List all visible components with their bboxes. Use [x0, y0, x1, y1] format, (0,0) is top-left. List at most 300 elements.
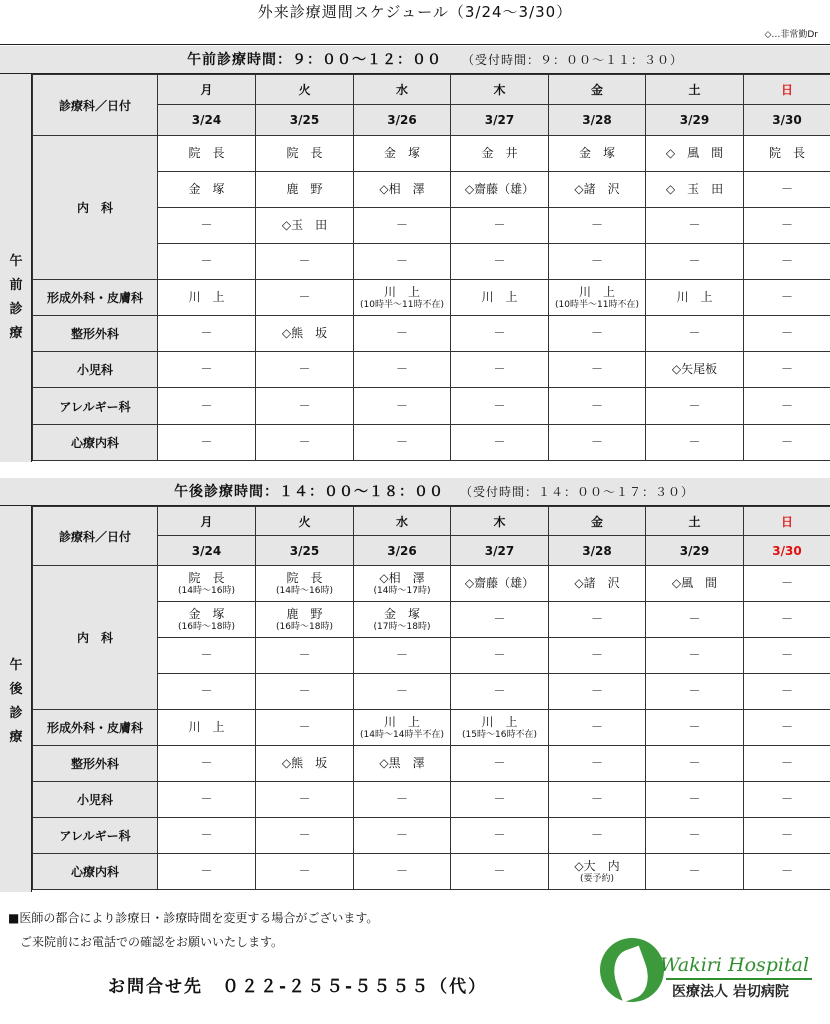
doctor-name: 川 上	[578, 284, 615, 299]
schedule-cell	[646, 854, 744, 890]
schedule-cell	[744, 566, 830, 602]
doctor-name: 金 塚	[578, 146, 615, 160]
schedule-cell	[354, 425, 451, 461]
schedule-cell	[158, 316, 256, 352]
schedule-cell	[744, 638, 830, 674]
am-reception-hours: （受付時間：９：００～１１：３０）	[462, 53, 684, 67]
schedule-cell	[256, 674, 354, 710]
schedule-cell	[646, 172, 744, 208]
doctor-name: －	[780, 756, 793, 770]
schedule-cell	[646, 388, 744, 425]
doctor-name: －	[298, 290, 311, 304]
schedule-cell	[354, 710, 451, 746]
doctor-name: －	[298, 648, 311, 662]
doctor-name: 金 塚	[188, 182, 225, 196]
schedule-cell	[256, 638, 354, 674]
schedule-cell	[646, 136, 744, 172]
doctor-name: －	[298, 362, 311, 376]
schedule-cell	[354, 244, 451, 280]
dept-label: 小児科	[33, 782, 158, 818]
schedule-cell	[354, 566, 451, 602]
doctor-name: ◇ 玉 田	[665, 182, 724, 196]
schedule-cell	[354, 854, 451, 890]
doctor-name: －	[780, 326, 793, 340]
doctor-name: 川 上	[383, 714, 420, 729]
doctor-name: －	[780, 182, 793, 196]
dept-label: 整形外科	[33, 746, 158, 782]
doctor-name: －	[590, 218, 603, 232]
doctor-name: －	[780, 435, 793, 449]
date-header: 3/29	[646, 536, 744, 566]
date-header: 3/28	[549, 105, 646, 136]
day-header: 水	[354, 507, 451, 536]
logo-jp-name: 医療法人 岩切病院	[672, 984, 789, 1000]
schedule-cell	[744, 352, 830, 388]
schedule-cell	[646, 710, 744, 746]
doctor-name: 金 塚	[383, 146, 420, 160]
schedule-cell	[256, 602, 354, 638]
schedule-cell	[354, 316, 451, 352]
dept-row	[33, 425, 830, 461]
day-header: 土	[646, 75, 744, 105]
schedule-cell	[158, 566, 256, 602]
doctor-name: 川 上	[481, 290, 518, 304]
doctor-name: ◇相 澤	[379, 182, 425, 196]
doctor-name: －	[688, 828, 701, 842]
am-side-char: 診	[9, 302, 23, 317]
schedule-cell	[158, 425, 256, 461]
schedule-cell	[549, 280, 646, 316]
schedule-cell	[451, 388, 549, 425]
doctor-name: －	[780, 362, 793, 376]
schedule-cell	[549, 638, 646, 674]
doctor-name: －	[200, 435, 213, 449]
am-side-char: 午	[9, 254, 23, 269]
am-side-char: 療	[9, 326, 23, 341]
day-header-row	[33, 75, 830, 105]
leaf-logo-icon	[600, 938, 664, 1002]
schedule-cell	[646, 352, 744, 388]
doctor-name: －	[590, 684, 603, 698]
schedule-cell	[646, 244, 744, 280]
schedule-cell	[256, 710, 354, 746]
logo-name: Wakiri Hospital	[660, 954, 810, 976]
doctor-name: －	[780, 398, 793, 413]
pm-heading-bar	[0, 478, 830, 506]
naika-row	[33, 566, 830, 602]
schedule-cell	[744, 674, 830, 710]
schedule-cell	[158, 352, 256, 388]
doctor-name: －	[780, 828, 793, 842]
schedule-cell	[451, 208, 549, 244]
doctor-name: ◇齋藤（雄）	[464, 576, 535, 590]
schedule-cell	[744, 280, 830, 316]
schedule-cell	[646, 746, 744, 782]
schedule-cell	[646, 818, 744, 854]
day-header: 水	[354, 75, 451, 105]
schedule-cell	[451, 280, 549, 316]
schedule-cell	[354, 352, 451, 388]
schedule-cell	[256, 782, 354, 818]
schedule-cell	[549, 746, 646, 782]
schedule-cell	[744, 425, 830, 461]
doctor-name: －	[590, 612, 603, 626]
doctor-name: 川 上	[676, 290, 713, 304]
doctor-name: －	[493, 218, 506, 232]
doctor-name: －	[200, 684, 213, 698]
doctor-name: －	[493, 612, 506, 626]
schedule-cell	[744, 208, 830, 244]
day-header: 日	[744, 507, 830, 536]
day-header: 日	[744, 75, 830, 105]
schedule-cell	[744, 854, 830, 890]
doctor-name: 院 長	[188, 570, 225, 585]
doctor-name: －	[493, 648, 506, 662]
schedule-cell	[158, 782, 256, 818]
doctor-name: ◇黒 澤	[379, 756, 425, 770]
schedule-cell	[549, 566, 646, 602]
schedule-cell	[256, 388, 354, 425]
schedule-cell	[451, 602, 549, 638]
schedule-cell	[549, 136, 646, 172]
date-header: 3/28	[549, 536, 646, 566]
doctor-name: －	[493, 792, 506, 806]
schedule-cell	[646, 280, 744, 316]
dept-row	[33, 782, 830, 818]
doctor-name: －	[590, 398, 603, 413]
dept-label-naika: 内 科	[33, 136, 158, 280]
schedule-cell	[451, 136, 549, 172]
doctor-name: ◇大 内	[574, 858, 620, 873]
date-header: 3/26	[354, 105, 451, 136]
schedule-cell	[158, 854, 256, 890]
doctor-name: －	[298, 254, 311, 268]
doctor-name: －	[200, 218, 213, 232]
doctor-name: －	[780, 720, 793, 734]
doctor-name: －	[590, 828, 603, 842]
schedule-cell	[744, 388, 830, 425]
schedule-cell	[158, 638, 256, 674]
schedule-cell	[158, 136, 256, 172]
day-header: 月	[158, 507, 256, 536]
schedule-cell	[646, 208, 744, 244]
doctor-name: －	[395, 828, 408, 842]
doctor-name: －	[200, 362, 213, 376]
schedule-cell	[158, 674, 256, 710]
doctor-name: －	[395, 398, 408, 413]
schedule-cell	[354, 172, 451, 208]
doctor-name: －	[200, 398, 213, 413]
date-header: 3/27	[451, 536, 549, 566]
schedule-cell	[451, 316, 549, 352]
doctor-name: 金 塚	[188, 606, 225, 621]
schedule-cell	[451, 818, 549, 854]
schedule-cell	[354, 818, 451, 854]
schedule-cell	[354, 746, 451, 782]
time-note: (15時～16時不在)	[462, 729, 537, 740]
doctor-name: 鹿 野	[286, 182, 323, 196]
dept-label: アレルギー科	[33, 388, 158, 425]
am-hours: 午前診療時間：９：００～１２：００	[187, 52, 442, 68]
doctor-name: －	[780, 684, 793, 698]
dept-row	[33, 746, 830, 782]
schedule-cell	[451, 566, 549, 602]
doctor-name: ◇熊 坂	[281, 756, 328, 770]
schedule-cell	[549, 782, 646, 818]
doctor-name: －	[688, 792, 701, 806]
dept-label: 心療内科	[33, 854, 158, 890]
schedule-cell	[646, 782, 744, 818]
schedule-cell	[256, 818, 354, 854]
day-header: 木	[451, 75, 549, 105]
dept-label: アレルギー科	[33, 818, 158, 854]
pm-side-char: 療	[9, 730, 23, 745]
doctor-name: －	[298, 684, 311, 698]
doctor-name: －	[688, 648, 701, 662]
schedule-cell	[646, 674, 744, 710]
doctor-name: －	[780, 290, 793, 304]
schedule-cell	[744, 818, 830, 854]
naika-row	[33, 136, 830, 172]
day-header: 月	[158, 75, 256, 105]
schedule-cell	[549, 674, 646, 710]
schedule-cell	[549, 388, 646, 425]
schedule-cell	[256, 566, 354, 602]
legend-note: ◇…非常勤Dr	[764, 30, 818, 40]
doctor-name: －	[590, 362, 603, 376]
schedule-cell	[256, 854, 354, 890]
doctor-name: ◇玉 田	[281, 218, 328, 232]
doctor-name: －	[688, 612, 701, 626]
doctor-name: －	[780, 612, 793, 626]
schedule-cell	[549, 316, 646, 352]
doctor-name: －	[200, 864, 213, 878]
date-header: 3/24	[158, 105, 256, 136]
schedule-cell	[451, 172, 549, 208]
schedule-cell	[549, 818, 646, 854]
doctor-name: －	[688, 720, 701, 734]
dept-date-label: 診療科／日付	[33, 507, 158, 566]
schedule-cell	[744, 782, 830, 818]
am-side-char: 前	[9, 278, 23, 293]
schedule-cell	[451, 854, 549, 890]
date-header: 3/25	[256, 105, 354, 136]
am-heading-bar	[0, 46, 830, 74]
time-note: (16時～18時)	[276, 621, 333, 632]
schedule-cell	[549, 208, 646, 244]
dept-row	[33, 316, 830, 352]
time-note: (10時半～11時不在)	[555, 299, 639, 310]
schedule-cell	[451, 352, 549, 388]
doctor-name: －	[298, 435, 311, 449]
doctor-name: －	[395, 648, 408, 662]
schedule-cell	[256, 172, 354, 208]
doctor-name: －	[200, 326, 213, 340]
doctor-name: 川 上	[383, 284, 420, 299]
am-side-label	[0, 74, 32, 462]
time-note: (17時～18時)	[373, 621, 431, 632]
schedule-cell	[646, 602, 744, 638]
day-header: 金	[549, 507, 646, 536]
schedule-cell	[256, 280, 354, 316]
doctor-name: 院 長	[286, 146, 323, 160]
schedule-cell	[158, 208, 256, 244]
time-note: (14時～14時半不在)	[360, 729, 444, 740]
doctor-name: ◇熊 坂	[281, 326, 328, 340]
dept-label: 小児科	[33, 352, 158, 388]
day-header-row	[33, 507, 830, 536]
doctor-name: －	[688, 684, 701, 698]
doctor-name: 金 塚	[383, 606, 420, 621]
dept-row	[33, 710, 830, 746]
schedule-cell	[354, 136, 451, 172]
schedule-cell	[354, 782, 451, 818]
schedule-cell	[158, 280, 256, 316]
page-title: 外来診療週間スケジュール（3/24～3/30）	[257, 3, 573, 21]
schedule-cell	[451, 638, 549, 674]
date-header: 3/24	[158, 536, 256, 566]
time-note: (14時～16時)	[178, 585, 235, 596]
doctor-name: －	[200, 828, 213, 842]
schedule-cell	[549, 244, 646, 280]
doctor-name: ◇諸 沢	[574, 576, 620, 590]
schedule-cell	[549, 710, 646, 746]
schedule-cell	[646, 425, 744, 461]
doctor-name: －	[688, 756, 701, 770]
schedule-cell	[354, 388, 451, 425]
notes	[8, 906, 378, 954]
contact-phone: お問合せ先 ０２２-２５５-５５５５（代）	[108, 977, 488, 997]
date-header: 3/27	[451, 105, 549, 136]
doctor-name: 川 上	[188, 290, 225, 304]
doctor-name: －	[688, 254, 701, 268]
doctor-name: －	[200, 756, 213, 770]
doctor-name: －	[493, 398, 506, 413]
dept-row	[33, 818, 830, 854]
title-divider	[0, 44, 830, 45]
schedule-cell	[744, 710, 830, 746]
doctor-name: ◇ 風 間	[665, 146, 724, 160]
schedule-cell	[256, 136, 354, 172]
doctor-name: －	[298, 720, 311, 734]
doctor-name: －	[493, 326, 506, 340]
schedule-cell	[549, 172, 646, 208]
doctor-name: 金 井	[481, 146, 518, 160]
schedule-cell	[354, 674, 451, 710]
schedule-cell	[646, 638, 744, 674]
schedule-cell	[158, 710, 256, 746]
doctor-name: －	[590, 326, 603, 340]
doctor-name: 院 長	[286, 570, 323, 585]
schedule-cell	[744, 602, 830, 638]
doctor-name: －	[493, 684, 506, 698]
doctor-name: －	[395, 435, 408, 449]
doctor-name: －	[395, 362, 408, 376]
doctor-name: －	[395, 254, 408, 268]
schedule-cell	[744, 316, 830, 352]
doctor-name: －	[780, 648, 793, 662]
schedule-cell	[256, 208, 354, 244]
pm-reception-hours: （受付時間：１４：００～１７：３０）	[460, 485, 695, 499]
schedule-cell	[354, 638, 451, 674]
doctor-name: ◇齋藤（雄）	[464, 182, 535, 196]
date-header: 3/29	[646, 105, 744, 136]
doctor-name: －	[590, 792, 603, 806]
doctor-name: ◇諸 沢	[574, 182, 620, 196]
dept-date-label: 診療科／日付	[33, 75, 158, 136]
time-note: (14時～17時)	[373, 585, 431, 596]
doctor-name: －	[780, 864, 793, 878]
doctor-name: －	[395, 864, 408, 878]
doctor-name: －	[200, 648, 213, 662]
doctor-name: －	[688, 218, 701, 232]
doctor-name: －	[590, 435, 603, 449]
schedule-cell	[256, 244, 354, 280]
doctor-name: －	[780, 218, 793, 232]
doctor-name: －	[395, 684, 408, 698]
dept-label: 心療内科	[33, 425, 158, 461]
schedule-cell	[256, 746, 354, 782]
doctor-name: 院 長	[768, 146, 805, 160]
doctor-name: －	[780, 254, 793, 268]
schedule-cell	[451, 674, 549, 710]
schedule-cell	[549, 425, 646, 461]
schedule-cell	[158, 244, 256, 280]
schedule-cell	[744, 136, 830, 172]
doctor-name: －	[298, 828, 311, 842]
doctor-name: ◇矢尾板	[671, 362, 718, 376]
day-header: 金	[549, 75, 646, 105]
pm-schedule-table	[32, 506, 830, 890]
time-note: (16時～18時)	[178, 621, 235, 632]
date-header: 3/26	[354, 536, 451, 566]
doctor-name: －	[298, 864, 311, 878]
pm-side-char: 診	[9, 706, 23, 721]
schedule-cell	[158, 172, 256, 208]
doctor-name: 院 長	[188, 146, 225, 160]
schedule-cell	[256, 425, 354, 461]
dept-label-naika: 内 科	[33, 566, 158, 710]
schedule-cell	[744, 172, 830, 208]
doctor-name: －	[590, 756, 603, 770]
doctor-name: －	[493, 828, 506, 842]
doctor-name: －	[688, 435, 701, 449]
schedule-cell	[744, 244, 830, 280]
dept-label: 形成外科・皮膚科	[33, 280, 158, 316]
doctor-name: －	[493, 756, 506, 770]
schedule-cell	[549, 854, 646, 890]
am-schedule-table	[32, 74, 830, 461]
dept-row	[33, 854, 830, 890]
day-header: 火	[256, 507, 354, 536]
dept-label: 形成外科・皮膚科	[33, 710, 158, 746]
day-header: 火	[256, 75, 354, 105]
schedule-cell	[549, 352, 646, 388]
doctor-name: －	[493, 362, 506, 376]
doctor-name: －	[200, 792, 213, 806]
doctor-name: －	[688, 326, 701, 340]
date-header: 3/30	[744, 105, 830, 136]
schedule-cell	[549, 602, 646, 638]
dept-row	[33, 388, 830, 425]
pm-side-label	[0, 506, 32, 892]
doctor-name: －	[493, 435, 506, 449]
pm-side-char: 午	[9, 658, 23, 673]
pm-hours: 午後診療時間：１４：００～１８：００	[174, 484, 444, 500]
schedule-cell	[158, 818, 256, 854]
note-line: ご来院前にお電話での確認をお願いいたします。	[8, 935, 284, 949]
schedule-cell	[744, 746, 830, 782]
